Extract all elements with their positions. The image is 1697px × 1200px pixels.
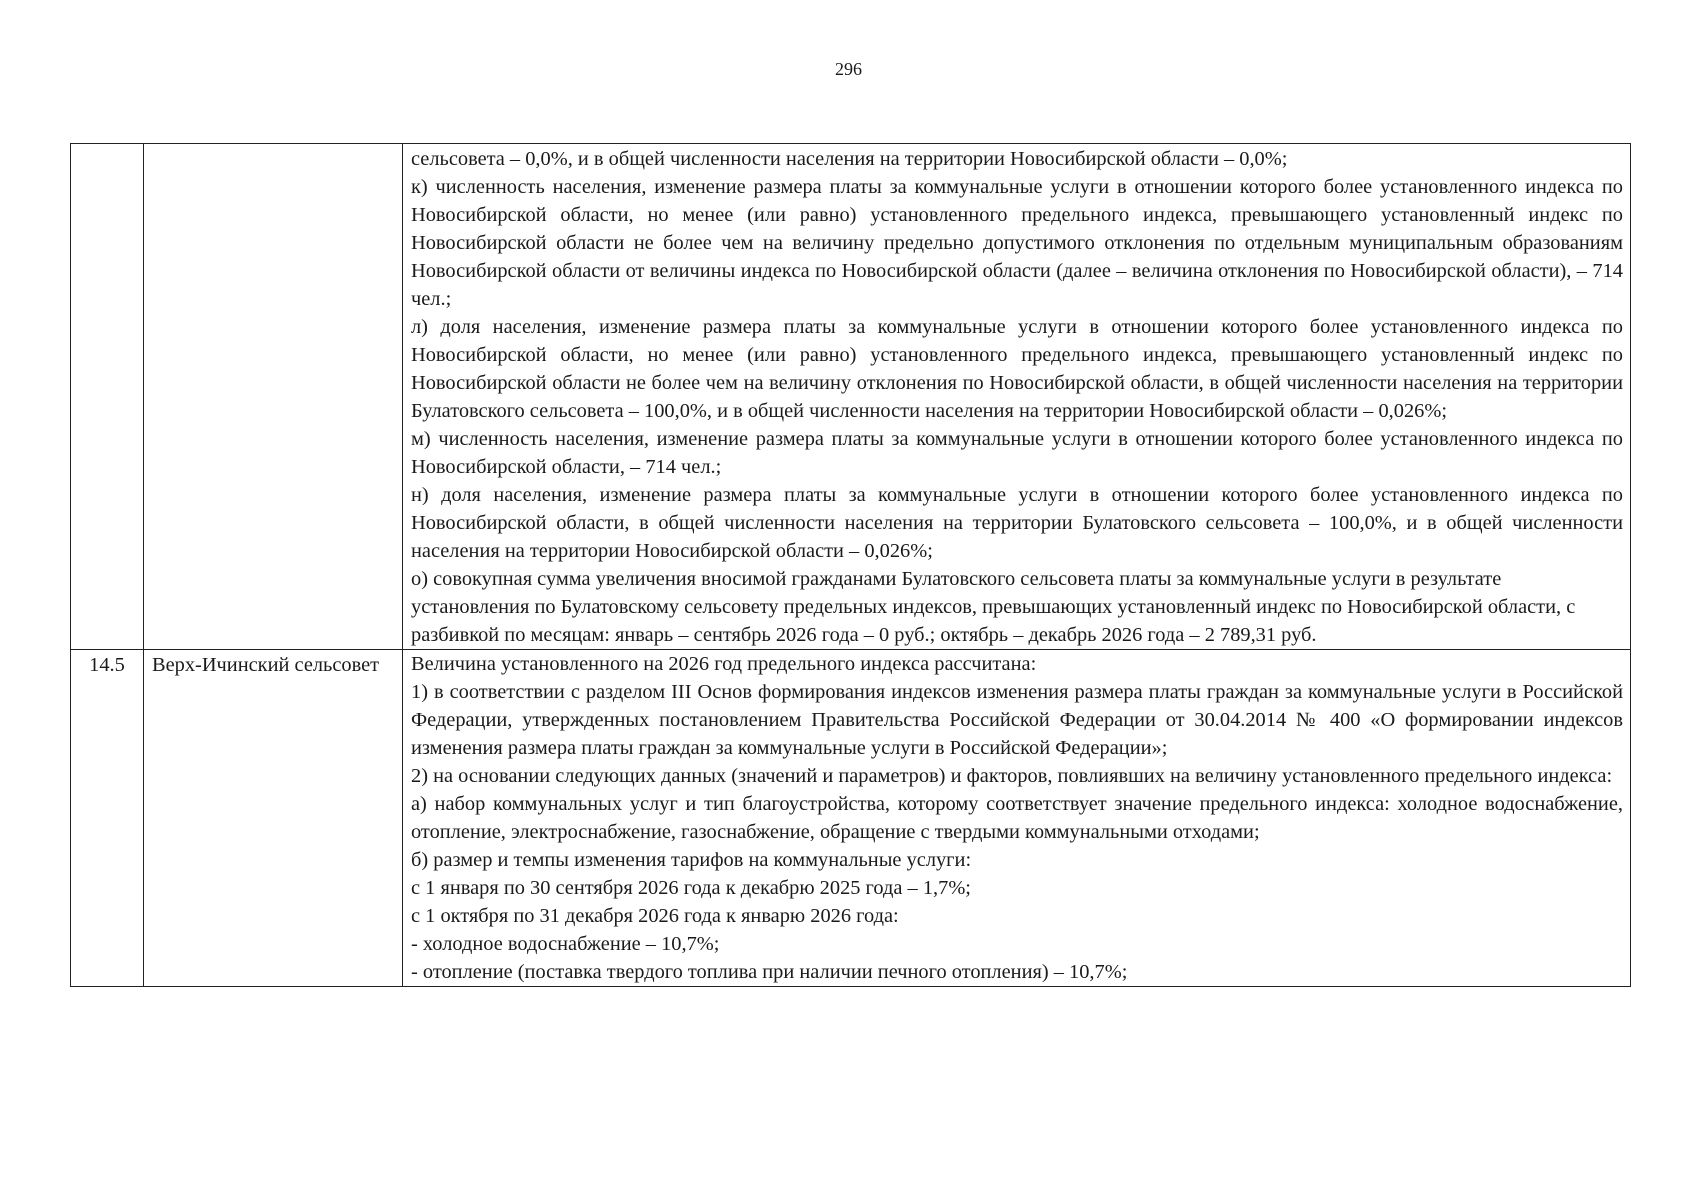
municipality-cell: [144, 650, 403, 987]
municipality-name: Верх-Ичинский сельсовет: [152, 654, 380, 676]
paragraph: м) численность населения, изменение размера платы за коммунальные услуги в отношении которого более установленного индекса по Новосибирской области, – 714 чел.;: [411, 428, 1623, 478]
table-row: [71, 650, 1631, 987]
paragraph: с 1 января по 30 сентября 2026 года к декабрю 2025 года – 1,7%;: [411, 877, 971, 899]
page-number: 296: [835, 59, 862, 79]
paragraph: а) набор коммунальных услуг и тип благоустройства, которому соответствует значение предельного индекса: холодное водоснабжение, отопление, электроснабжение, газоснабжение, обращение с твердыми коммунальными отходами;: [411, 793, 1623, 843]
paragraph: 1) в соответствии с разделом III Основ формирования индексов изменения размера платы граждан за коммунальные услуги в Российской Федерации, утвержденных постановлением Правительства Российской Федерации от 30.04.2014 № 400 «О формировании индексов изменения размера платы граждан за коммунальные услуги в Российской Федерации»;: [411, 681, 1623, 759]
description-cell: [403, 650, 1631, 987]
document-table: [70, 143, 1631, 987]
table-row: [71, 144, 1631, 650]
paragraph: Величина установленного на 2026 год предельного индекса рассчитана:: [411, 653, 1037, 675]
municipality-cell: [144, 144, 403, 650]
row-number: [71, 144, 143, 145]
paragraph: с 1 октября по 31 декабря 2026 года к январю 2026 года:: [411, 905, 899, 927]
row-number-cell: [71, 144, 144, 650]
paragraph: н) доля населения, изменение размера платы за коммунальные услуги в отношении которого более установленного индекса по Новосибирской области, в общей численности населения на территории Булатовского сельсовета – 100,0%, и в общей численности населения на территории Новосибирской области – 0,026%;: [411, 484, 1623, 562]
paragraph: - холодное водоснабжение – 10,7%;: [411, 933, 720, 955]
row-number-cell: [71, 650, 144, 987]
paragraph: б) размер и темпы изменения тарифов на коммунальные услуги:: [411, 849, 972, 871]
row-number: 14.5: [89, 654, 125, 676]
paragraph: л) доля населения, изменение размера платы за коммунальные услуги в отношении которого более установленного индекса по Новосибирской области, но менее (или равно) установленного предельного индекса, превышающего установленный индекс по Новосибирской области не более чем на величину отклонения по Новосибирской области, в общей численности населения на территории Булатовского сельсовета – 100,0%, и в общей численности населения на территории Новосибирской области – 0,026%;: [411, 316, 1623, 422]
paragraph: 2) на основании следующих данных (значений и параметров) и факторов, повлиявших на величину установленного предельного индекса:: [411, 765, 1613, 787]
paragraph: к) численность населения, изменение размера платы за коммунальные услуги в отношении которого более установленного индекса по Новосибирской области, но менее (или равно) установленного предельного индекса, превышающего установленный индекс по Новосибирской области не более чем на величину предельно допустимого отклонения по отдельным муниципальным образованиям Новосибирской области от величины индекса по Новосибирской области (далее – величина отклонения по Новосибирской области), – 714 чел.;: [411, 176, 1623, 310]
description-cell: [403, 144, 1631, 650]
paragraph: сельсовета – 0,0%, и в общей численности населения на территории Новосибирской области – 0,0%;: [411, 148, 1288, 170]
paragraph: - отопление (поставка твердого топлива при наличии печного отопления) – 10,7%;: [411, 961, 1128, 983]
municipality-name: [144, 144, 402, 145]
paragraph: о) совокупная сумма увеличения вносимой гражданами Булатовского сельсовета платы за коммунальные услуги в результате установления по Булатовскому сельсовету предельных индексов, превышающих установленный индекс по Новосибирской области, с разбивкой по месяцам: январь – сентябрь 2026 года – 0 руб.; октябрь – декабрь 2026 года – 2 789,31 руб.: [411, 568, 1576, 646]
